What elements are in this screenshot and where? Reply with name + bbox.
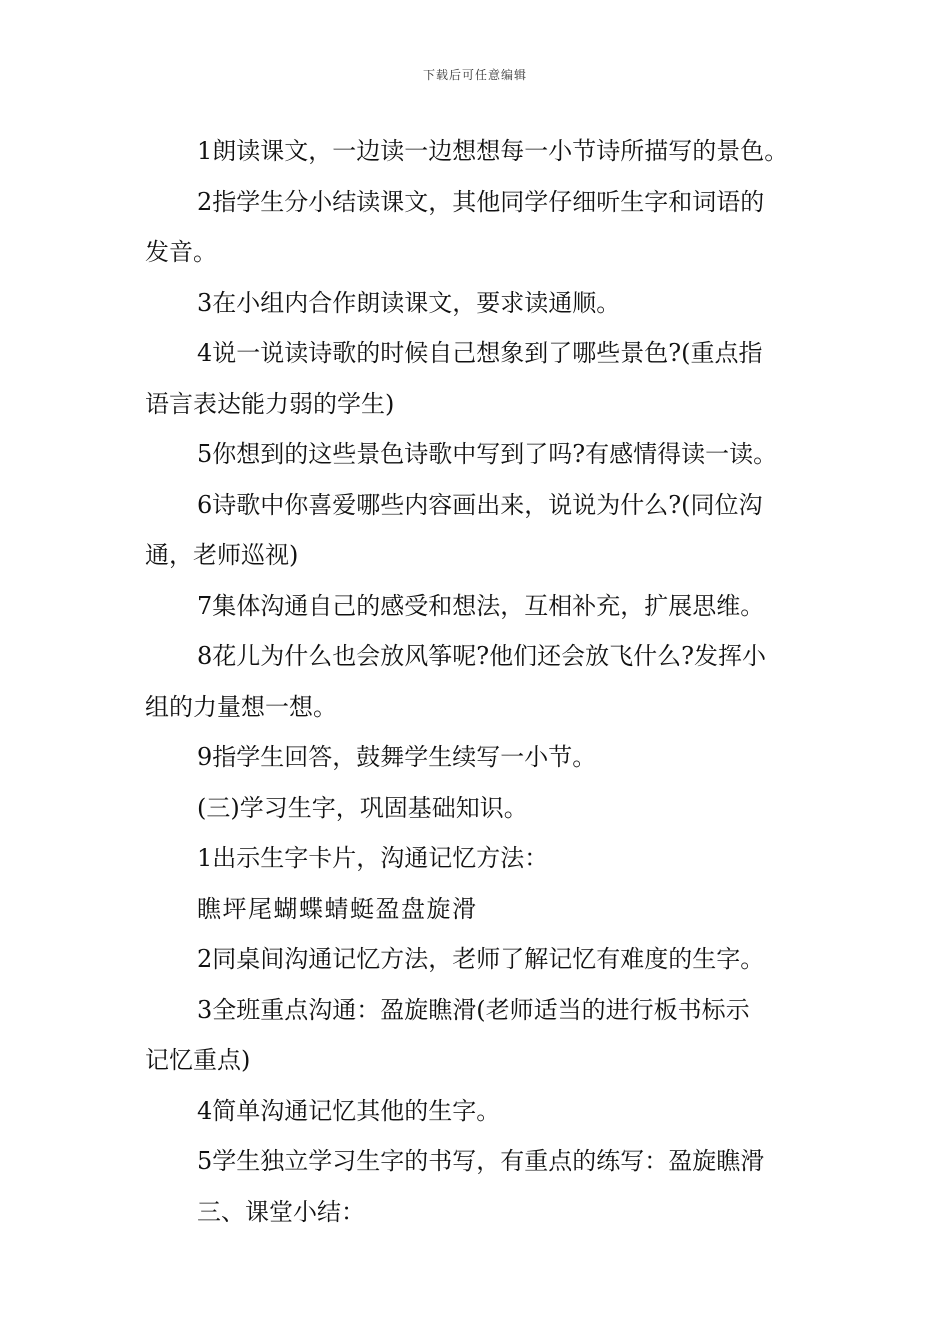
document-body bbox=[145, 126, 815, 1237]
paragraph-line: 7集体沟通自己的感受和想法，互相补充，扩展思维。 bbox=[197, 591, 765, 620]
paragraph-line: 2指学生分小结读课文，其他同学仔细听生字和词语的 bbox=[197, 187, 765, 216]
paragraph-line: 3全班重点沟通：盈旋瞧滑(老师适当的进行板书标示 bbox=[197, 995, 750, 1024]
paragraph-line: 发音。 bbox=[145, 238, 217, 266]
paragraph-line: 1朗读课文，一边读一边想想每一小节诗所描写的景色。 bbox=[197, 137, 789, 165]
paragraph-line: 4说一说读诗歌的时候自己想象到了哪些景色?(重点指 bbox=[197, 339, 763, 367]
paragraph-line: 5你想到的这些景色诗歌中写到了吗?有感情得读一读。 bbox=[197, 440, 778, 468]
page-header: 下载后可任意编辑 bbox=[422, 68, 527, 82]
paragraph-line: 9指学生回答，鼓舞学生续写一小节。 bbox=[197, 743, 597, 771]
paragraph-line: 组的力量想一想。 bbox=[145, 692, 337, 721]
paragraph-line: 通，老师巡视) bbox=[145, 541, 299, 569]
paragraph-line: 1出示生字卡片，沟通记忆方法： bbox=[197, 844, 549, 872]
paragraph-line: 4简单沟通记忆其他的生字。 bbox=[197, 1096, 501, 1125]
paragraph-line: 8花儿为什么也会放风筝呢?他们还会放飞什么?发挥小 bbox=[197, 642, 767, 670]
paragraph-line: 语言表达能力弱的学生) bbox=[145, 389, 395, 418]
section-heading: 三、课堂小结： bbox=[197, 1197, 365, 1226]
paragraph-line: 6诗歌中你喜爱哪些内容画出来，说说为什么?(同位沟 bbox=[197, 490, 763, 519]
paragraph-line: 2同桌间沟通记忆方法，老师了解记忆有难度的生字。 bbox=[197, 945, 765, 973]
paragraph-line: 记忆重点) bbox=[145, 1046, 251, 1074]
section-heading: (三)学习生字，巩固基础知识。 bbox=[197, 793, 528, 822]
character-list: 瞧坪尾蝴蝶蜻蜓盈盘旋滑 bbox=[197, 894, 478, 923]
paragraph-line: 5学生独立学习生字的书写，有重点的练写：盈旋瞧滑 bbox=[197, 1147, 765, 1175]
paragraph-line: 3在小组内合作朗读课文，要求读通顺。 bbox=[197, 288, 621, 317]
